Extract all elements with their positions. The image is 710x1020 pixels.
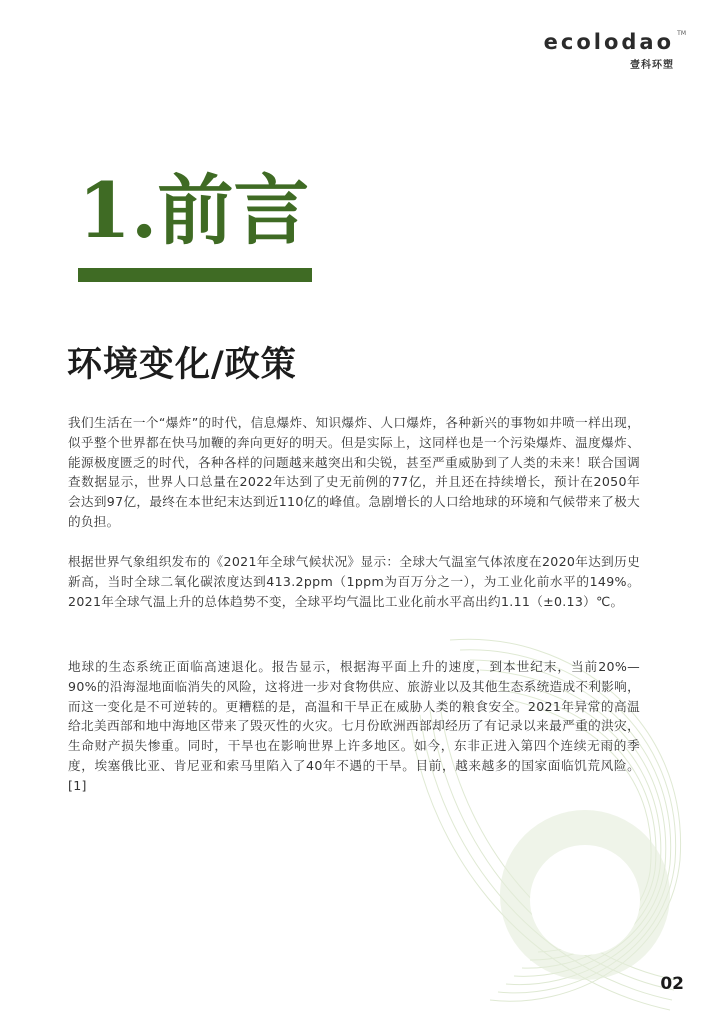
- logo-subtitle: 壹科环塑: [630, 60, 674, 71]
- body-paragraph-3: 地球的生态系统正面临高速退化。报告显示，根据海平面上升的速度，到本世纪末，当前20%—90%的沿海湿地面临消失的风险，这将进一步对食物供应、旅游业以及其他生态系统造成不利影响，而这一变化是不可逆转的。更糟糕的是，高温和干旱正在威胁人类的粮食安全。2021年异常的高温给北美西部和地中海地区带来了毁灭性的火灾。七月份欧洲西部却经历了有记录以来最严重的洪灾，生命财产损失惨重。同时，干旱也在影响世界上许多地区。如今，东非正进入第四个连续无雨的季度，埃塞俄比亚、肯尼亚和索马里陷入了40年不遇的干旱。目前，越来越多的国家面临饥荒风险。[1]: [68, 659, 640, 793]
- body-paragraph-1: 我们生活在一个“爆炸”的时代，信息爆炸、知识爆炸、人口爆炸，各种新兴的事物如井喷一样出现，似乎整个世界都在快马加鞭的奔向更好的明天。但是实际上，这同样也是一个污染爆炸、温度爆炸、能源极度匮乏的时代，各种各样的问题越来越突出和尖锐，甚至严重威胁到了人类的未来！联合国调查数据显示，世界人口总量在2022年达到了史无前例的77亿，并且还在持续增长，预计在2050年会达到97亿，最终在本世纪末达到近110亿的峰值。急剧增长的人口给地球的环境和气候带来了极大的负担。: [68, 415, 640, 529]
- title-underline-bar: [78, 268, 312, 282]
- trademark-mark: TM: [677, 30, 686, 37]
- company-logo: [543, 30, 686, 71]
- logo-wordmark: ecolodao: [543, 30, 674, 54]
- section-title: 环境变化/政策: [67, 344, 297, 385]
- body-paragraph-2: 根据世界气象组织发布的《2021年全球气候状况》显示：全球大气温室气体浓度在2020年达到历史新高，当时全球二氧化碳浓度达到413.2ppm（1ppm为百万分之一），为工业化前水平的149%。2021年全球气温上升的总体趋势不变，全球平均气温比工业化前水平高出约1.11（±0.13）℃。: [68, 554, 640, 609]
- page-number: 02: [660, 974, 684, 994]
- chapter-title: 1.前言: [78, 166, 310, 255]
